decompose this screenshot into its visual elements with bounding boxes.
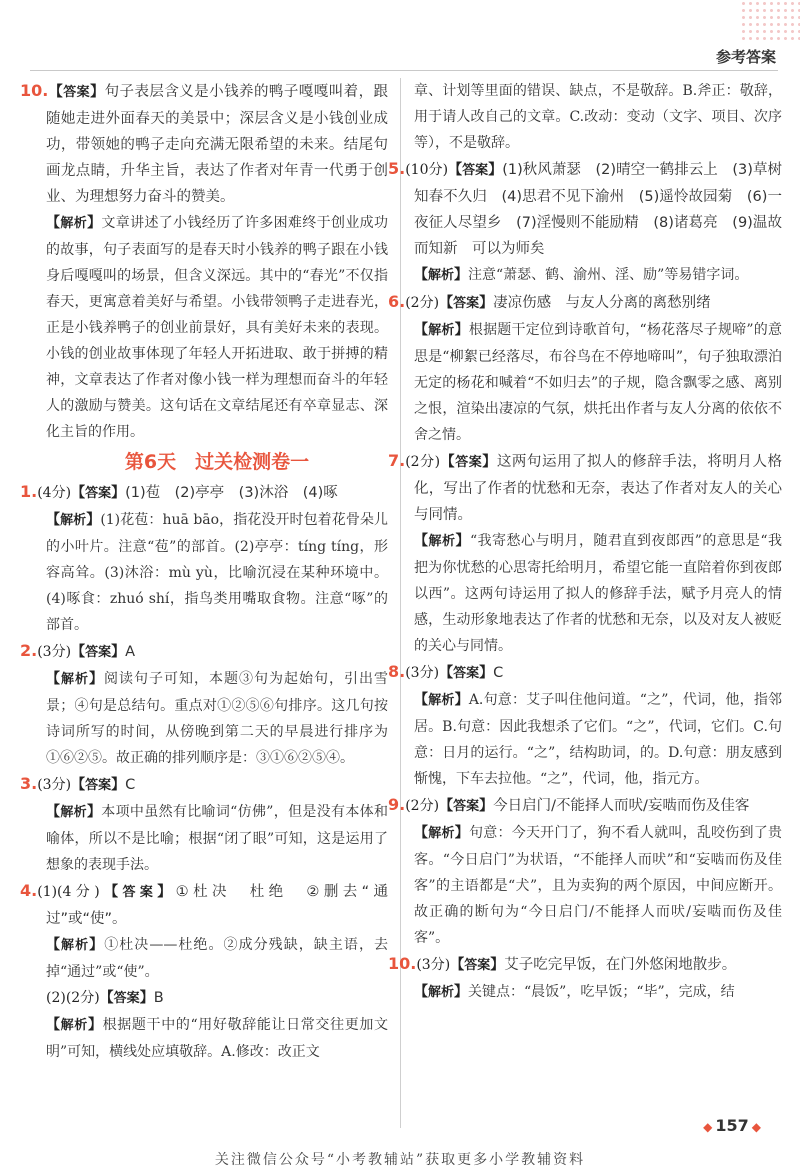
explain-label: 解析: [428, 268, 455, 283]
question-7-explain: 【解析】“我寄愁心与明月，随君直到夜郎西”的意思是“我把为你忧愁的心思寄托给明月，希望它能一直陪着你到夜郎以西”。这两句诗运用了拟人的修辞手法，赋予月亮人的情感，生动形象地表达了作者的忧愁和无奈，以及对友人被贬的关心与同情。: [414, 533, 782, 654]
question-number: 5.: [388, 159, 406, 178]
question-number: 10.: [20, 81, 49, 100]
question-number: 4.: [20, 881, 38, 900]
explain-label: 解析: [61, 938, 90, 953]
answer-label: 答案: [455, 455, 483, 470]
explain-text: ①杜决——杜绝。②成分残缺，缺主语，去掉“通过”或“使”。: [46, 937, 388, 980]
question-4-answer: 4.(1)(4分)【答案】①杜决 杜绝 ②删去“通过”或“使”。: [20, 881, 389, 927]
question-4-sub-answer: (2)(2分)【答案】B: [46, 990, 164, 1006]
question-number: 1.: [20, 482, 38, 501]
question-1-answer: 1.(4分)【答案】(1)苞 (2)亭亭 (3)沐浴 (4)啄: [20, 482, 338, 501]
question-number: 3.: [20, 774, 38, 793]
score: (1)(4分): [37, 884, 100, 900]
answer-text: (1)苞 (2)亭亭 (3)沐浴 (4)啄: [125, 485, 338, 501]
question-10-right-answer: 10.(3分)【答案】艾子吃完早饭，在门外悠闲地散步。: [388, 954, 737, 973]
section-title: 第6天 过关检测卷一: [124, 451, 310, 473]
explain-text: (1)花苞：huā bāo，指花没开时包着花骨朵儿的小叶片。注意“苞”的部首。(2)亭亭：tíng tíng，形容高耸。(3)沐浴：mù yù，比喻沉浸在某种环境中。(4)啄食：zhuó shí，指鸟类用嘴取食物。注意“啄”的部首。: [46, 512, 388, 633]
score: (3分): [416, 957, 451, 973]
question-4-explain: 【解析】①杜决——杜绝。②成分残缺，缺主语，去掉“通过”或“使”。: [46, 937, 388, 980]
answer-label: 答案: [85, 486, 112, 501]
answer-text: 艾子吃完早饭，在门外悠闲地散步。: [504, 957, 737, 973]
explain-text: “我寄愁心与明月，随君直到夜郎西”的意思是“我把为你忧愁的心思寄托给明月，希望它能一直陪着你到夜郎以西”。这两句诗运用了拟人的修辞手法，赋予月亮人的情感，生动形象地表达了作者的忧愁和无奈，以及对友人被贬的关心与同情。: [414, 533, 782, 654]
answer-text: ①杜决 杜绝 ②删去“通过”或“使”。: [46, 884, 389, 927]
answer-label: 答案: [85, 778, 112, 793]
question-number: 7.: [388, 451, 406, 470]
explain-text: 章、计划等里面的错误、缺点，不是敬辞。B.斧正：敬辞，用于请人改自己的文章。C.改动：变动（文字、项目、次序等），不是敬辞。: [414, 83, 782, 151]
answer-label: 答案: [122, 885, 158, 900]
answer-text: C: [493, 665, 504, 681]
question-10-explain: 【解析】文章讲述了小钱经历了许多困难终于创业成功的故事，句子表面写的是春天时小钱养的鸭子跟在小钱身后嘎嘎叫的场景，但含义深远。其中的“春光”不仅指春天，更寓意着美好与希望。小钱带领鸭子走进春光，正是小钱养鸭子的创业前景好，具有美好未来的表现。小钱的创业故事体现了年轻人开拓进取、敢于拼搏的精神，文章表达了作者对像小钱一样为理想而奋斗的年轻人的激励与赞美。这句话在文章结尾还有卒章显志、深化主旨的作用。: [46, 215, 389, 440]
question-9-explain: 【解析】句意：今天开门了，狗不看人就叫，乱咬伤到了贵客。“今日启门”为状语，“不能择人而吠”和“妄啮而伤及佳客”的主语都是“犬”，且为卖狗的两个原因，中间应断开。故正确的断句为“今日启门/不能择人而吠/妄啮而伤及佳客”。: [414, 825, 783, 946]
explain-label: 解析: [428, 534, 456, 549]
header-divider: [30, 70, 778, 71]
question-number: 6.: [388, 292, 406, 311]
question-2-answer: 2.(3分)【答案】A: [20, 641, 135, 660]
explain-text: 阅读句子可知，本题③句为起始句，引出雪景；④句是总结句。重点对①②⑤⑥句排序。这几句按诗词所写的时间，从傍晚到第二天的早晨进行排序为①⑥②⑤。故正确的排列顺序是：③①⑥②⑤④。: [46, 671, 388, 766]
question-6-answer: 6.(2分)【答案】凄凉伤感 与友人分离的离愁别绪: [388, 292, 711, 311]
answer-label: 答案: [464, 958, 491, 973]
explain-label: 解析: [60, 513, 87, 528]
question-8-explain: 【解析】A.句意：艾子叫住他问道。“之”，代词，他，指邻居。B.句意：因此我想杀了它们。“之”，代词，它们。C.句意：日月的运行。“之”，结构助词，的。D.句意：朋友感到惭愧，下车去拉他。“之”，代词，他，指元方。: [414, 692, 783, 787]
explain-text: 句意：今天开门了，狗不看人就叫，乱咬伤到了贵客。“今日启门”为状语，“不能择人而吠”和“妄啮而伤及佳客”的主语都是“犬”，且为卖狗的两个原因，中间应断开。故正确的断句为“今日启门/不能择人而吠/妄啮而伤及佳客”。: [414, 825, 783, 946]
question-number: 8.: [388, 662, 406, 681]
question-9-answer: 9.(2分)【答案】今日启门/不能择人而吠/妄啮而伤及佳客: [388, 795, 750, 814]
question-number: 10.: [388, 954, 417, 973]
explain-label: 解析: [61, 672, 89, 687]
answer-text: C: [125, 777, 136, 793]
question-3-explain: 【解析】本项中虽然有比喻词“仿佛”，但是没有本体和喻体，所以不是比喻；根据“闭了眼”可知，这是运用了想象的表现手法。: [46, 804, 388, 873]
question-8-answer: 8.(3分)【答案】C: [388, 662, 504, 681]
explain-text: 根据题干中的“用好敬辞能让日常交往更加文明”可知，横线处应填敬辞。A.修改：改正文: [46, 1017, 389, 1060]
question-number: 9.: [388, 795, 406, 814]
question-4-sub-explain: 【解析】根据题干中的“用好敬辞能让日常交往更加文明”可知，横线处应填敬辞。A.修改：改正文: [46, 1017, 389, 1060]
question-10-right-explain: 【解析】关键点：“晨饭”，吃早饭；“毕”，完成，结: [414, 984, 735, 1000]
page-number-text: 157: [715, 1116, 749, 1135]
explain-label: 解析: [60, 216, 88, 231]
question-6-explain: 【解析】根据题干定位到诗歌首句，“杨花落尽子规啼”的意思是“柳絮已经落尽，布谷鸟在不停地啼叫”，句子独取漂泊无定的杨花和喊着“不如归去”的子规，隐含飘零之感、离别之恨，渲染出凄凉的气氛，烘托出作者与友人分离的依依不舍之情。: [414, 322, 782, 443]
score: (2分): [405, 798, 440, 814]
answer-label: 答案: [453, 799, 480, 814]
explain-text: 关键点：“晨饭”，吃早饭；“毕”，完成，结: [468, 984, 735, 1000]
question-2-explain: 【解析】阅读句子可知，本题③句为起始句，引出雪景；④句是总结句。重点对①②⑤⑥句排序。这几句按诗词所写的时间，从傍晚到第二天的早晨进行排序为①⑥②⑤。故正确的排列顺序是：③①⑥②⑤④。: [46, 671, 388, 766]
corner-dot-pattern: [740, 0, 800, 40]
answer-label: 答案: [453, 666, 480, 681]
answer-label: 答案: [462, 163, 489, 178]
question-4-continued: [414, 78, 782, 156]
answer-text: 句子表层含义是小钱养的鸭子嘎嘎叫着，跟随她走进外面春天的美景中；深层含义是小钱创业成功，带领她的鸭子走向充满无限希望的未来。结尾句画龙点睛，升华主旨，表达了作者对年青一代勇于创业、为理想努力奋斗的赞美。: [46, 84, 389, 205]
explain-text: A.句意：艾子叫住他问道。“之”，代词，他，指邻居。B.句意：因此我想杀了它们。“之”，代词，它们。C.句意：日月的运行。“之”，结构助词，的。D.句意：朋友感到惭愧，下车去拉他。“之”，代词，他，指元方。: [414, 692, 783, 787]
answer-text: B: [153, 990, 164, 1006]
diamond-icon: ◆: [703, 1120, 713, 1134]
explain-label: 解析: [428, 323, 455, 338]
score: (10分): [405, 162, 449, 178]
score: (2分): [405, 295, 440, 311]
question-10-answer: 10.【答案】句子表层含义是小钱养的鸭子嘎嘎叫着，跟随她走进外面春天的美景中；深层含义是小钱创业成功，带领她的鸭子走向充满无限希望的未来。结尾句画龙点睛，升华主旨，表达了作者对年青一代勇于创业、为理想努力奋斗的赞美。: [20, 81, 389, 205]
explain-label: 解析: [428, 826, 455, 841]
header-title: 参考答案: [715, 48, 776, 66]
question-number: 2.: [20, 641, 38, 660]
score: (4分): [37, 485, 72, 501]
answer-text: 凄凉伤感 与友人分离的离愁别绪: [493, 295, 711, 311]
explain-text: 根据题干定位到诗歌首句，“杨花落尽子规啼”的意思是“柳絮已经落尽，布谷鸟在不停地啼叫”，句子独取漂泊无定的杨花和喊着“不如归去”的子规，隐含飘零之感、离别之恨，渲染出凄凉的气氛，烘托出作者与友人分离的依依不舍之情。: [414, 322, 782, 443]
explain-text: 注意“萧瑟、鹤、渝州、淫、励”等易错字词。: [468, 267, 749, 283]
answer-label: 答案: [453, 296, 480, 311]
answer-text: 今日启门/不能择人而吠/妄啮而伤及佳客: [493, 798, 750, 814]
score: (3分): [37, 644, 72, 660]
explain-label: 解析: [428, 693, 455, 708]
question-1-explain: 【解析】(1)花苞：huā bāo，指花没开时包着花骨朵儿的小叶片。注意“苞”的部首。(2)亭亭：tíng tíng，形容高耸。(3)沐浴：mù yù，比喻沉浸在某种环境中。(4)啄食：zhuó shí，指鸟类用嘴取食物。注意“啄”的部首。: [46, 512, 388, 633]
explain-text: 本项中虽然有比喻词“仿佛”，但是没有本体和喻体，所以不是比喻；根据“闭了眼”可知，这是运用了想象的表现手法。: [46, 804, 388, 873]
footer-note: 关注微信公众号“小考教辅站”获取更多小学教辅资料: [214, 1152, 586, 1168]
answer-label: 答案: [85, 645, 112, 660]
answer-text: A: [125, 644, 135, 660]
score: (2)(2分): [46, 990, 100, 1006]
right-column: [388, 78, 783, 1006]
page-number: [700, 1116, 764, 1135]
question-5-answer: 5.(10分)【答案】(1)秋风萧瑟 (2)晴空一鹤排云上 (3)草树知春不久归 (4)思君不见下渝州 (5)遥怜故园菊 (6)一夜征人尽望乡 (7)淫慢则不能励精 (8)诸葛亮 (9)温故而知新 可以为师矣: [388, 159, 782, 257]
question-3-answer: 3.(3分)【答案】C: [20, 774, 136, 793]
answer-label: 答案: [63, 85, 91, 100]
diamond-icon: ◆: [751, 1120, 761, 1134]
explain-text: 文章讲述了小钱经历了许多困难终于创业成功的故事，句子表面写的是春天时小钱养的鸭子跟在小钱身后嘎嘎叫的场景，但含义深远。其中的“春光”不仅指春天，更寓意着美好与希望。小钱带领鸭子走进春光，正是小钱养鸭子的创业前景好，具有美好未来的表现。小钱的创业故事体现了年轻人开拓进取、敢于拼搏的精神，文章表达了作者对像小钱一样为理想而奋斗的年轻人的激励与赞美。这句话在文章结尾还有卒章显志、深化主旨的作用。: [46, 215, 389, 440]
question-5-explain: 【解析】注意“萧瑟、鹤、渝州、淫、励”等易错字词。: [414, 267, 749, 283]
question-7-answer: 7.(2分)【答案】这两句运用了拟人的修辞手法，将明月人格化，写出了作者的忧愁和无奈，表达了作者对友人的关心与同情。: [388, 451, 782, 523]
explain-label: 解析: [60, 1018, 88, 1033]
answer-text: (1)秋风萧瑟 (2)晴空一鹤排云上 (3)草树知春不久归 (4)思君不见下渝州 (5)遥怜故园菊 (6)一夜征人尽望乡 (7)淫慢则不能励精 (8)诸葛亮 (9)温故而知新 可以为师矣: [414, 162, 782, 257]
explain-label: 解析: [60, 805, 87, 820]
answer-label: 答案: [113, 991, 140, 1006]
answer-text: 这两句运用了拟人的修辞手法，将明月人格化，写出了作者的忧愁和无奈，表达了作者对友人的关心与同情。: [414, 454, 782, 523]
score: (2分): [405, 454, 441, 470]
explain-label: 解析: [428, 985, 455, 1000]
score: (3分): [405, 665, 440, 681]
score: (3分): [37, 777, 72, 793]
left-column: [20, 78, 389, 1065]
